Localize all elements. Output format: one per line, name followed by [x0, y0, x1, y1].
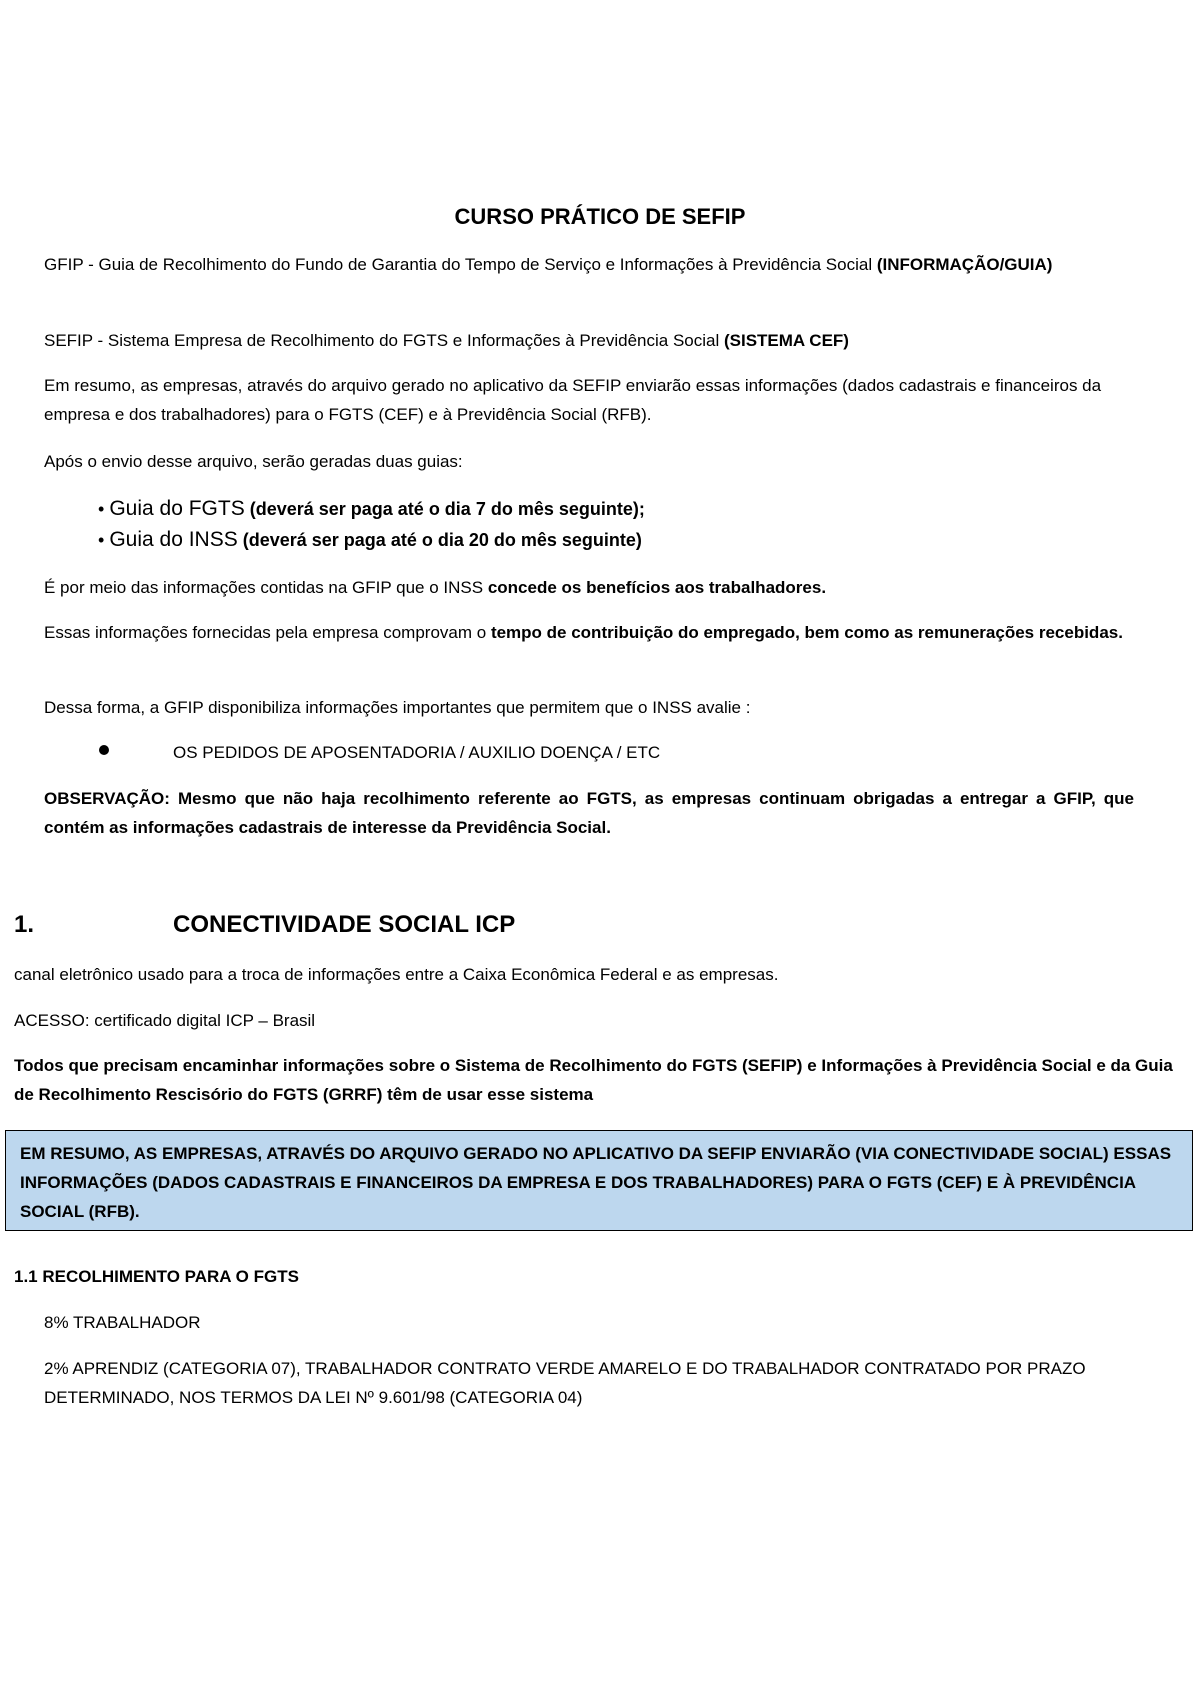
guia-fgts-detail: (deverá ser paga até o dia 7 do mês seguinte);: [244, 499, 645, 519]
bullet-marker: •: [98, 530, 105, 550]
meio-text: É por meio das informações contidas na GFIP que o INSS: [44, 578, 488, 597]
meio-paragraph: [44, 573, 1134, 602]
bullet-marker: •: [98, 499, 105, 519]
acesso-paragraph: ACESSO: certificado digital ICP – Brasil: [14, 1011, 316, 1030]
rate-8-item: 8% TRABALHADOR: [44, 1313, 201, 1332]
section-number: 1.: [14, 911, 35, 938]
gfip-paragraph: [44, 250, 1134, 279]
gfip-text: GFIP - Guia de Recolhimento do Fundo de Garantia do Tempo de Serviço e Informações à Previdência Social: [44, 255, 877, 274]
todos-paragraph: Todos que precisam encaminhar informações sobre o Sistema de Recolhimento do FGTS (SEFIP) e Informações à Previdência Social e da Guia de Recolhimento Rescisório do FGTS (GRRF) têm de usar esse sistema: [14, 1056, 1173, 1104]
bullet-dot-icon: [99, 745, 109, 755]
essas-paragraph: [44, 618, 1134, 647]
page-title: CURSO PRÁTICO DE SEFIP: [454, 204, 746, 229]
guia-inss-name: Guia do INSS: [109, 528, 238, 551]
sefip-paragraph: [44, 326, 1134, 355]
guia-inss-item: [98, 525, 642, 555]
guia-fgts-name: Guia do FGTS: [109, 497, 245, 520]
summary-box: EM RESUMO, AS EMPRESAS, ATRAVÉS DO ARQUIVO GERADO NO APLICATIVO DA SEFIP ENVIARÃO (VIA CONECTIVIDADE SOCIAL) ESSAS INFORMAÇÕES (DADOS CADASTRAIS E FINANCEIROS DA EMPRESA E DOS TRABALHADORES) PARA O FGTS (CEF) E À PREVIDÊNCIA SOCIAL (RFB).: [5, 1130, 1193, 1231]
resumo-paragraph: Em resumo, as empresas, através do arquivo gerado no aplicativo da SEFIP enviarão essas informações (dados cadastrais e financeiros da empresa e dos trabalhadores) para o FGTS (CEF) e à Previdência Social (RFB).: [44, 376, 1102, 424]
pedidos-item: OS PEDIDOS DE APOSENTADORIA / AUXILIO DOENÇA / ETC: [173, 743, 661, 762]
rate-2-item: 2% APRENDIZ (CATEGORIA 07), TRABALHADOR CONTRATO VERDE AMARELO E DO TRABALHADOR CONTRATADO POR PRAZO DETERMINADO, NOS TERMOS DA LEI Nº 9.601/98 (CATEGORIA 04): [44, 1359, 1086, 1407]
apos-paragraph: Após o envio desse arquivo, serão geradas duas guias:: [44, 452, 463, 471]
observacao-paragraph: OBSERVAÇÃO: Mesmo que não haja recolhimento referente ao FGTS, as empresas continuam obrigadas a entregar a GFIP, que contém as informações cadastrais de interesse da Previdência Social.: [44, 789, 1134, 837]
canal-paragraph: canal eletrônico usado para a troca de informações entre a Caixa Econômica Federal e as empresas.: [14, 965, 779, 984]
subsection-heading: 1.1 RECOLHIMENTO PARA O FGTS: [14, 1267, 299, 1286]
sefip-bold: (SISTEMA CEF): [723, 331, 849, 350]
essas-bold: tempo de contribuição do empregado, bem como as remunerações recebidas.: [490, 623, 1123, 642]
meio-bold: concede os benefícios aos trabalhadores.: [487, 578, 827, 597]
gfip-bold: (INFORMAÇÃO/GUIA): [876, 255, 1053, 274]
dessa-paragraph: Dessa forma, a GFIP disponibiliza informações importantes que permitem que o INSS avalie :: [44, 698, 751, 717]
sefip-text: SEFIP - Sistema Empresa de Recolhimento do FGTS e Informações à Previdência Social: [44, 331, 724, 350]
section-title: CONECTIVIDADE SOCIAL ICP: [173, 911, 516, 938]
essas-text: Essas informações fornecidas pela empresa comprovam o: [44, 623, 491, 642]
guia-inss-detail: (deverá ser paga até o dia 20 do mês seguinte): [237, 530, 642, 550]
guia-fgts-item: [98, 494, 645, 524]
